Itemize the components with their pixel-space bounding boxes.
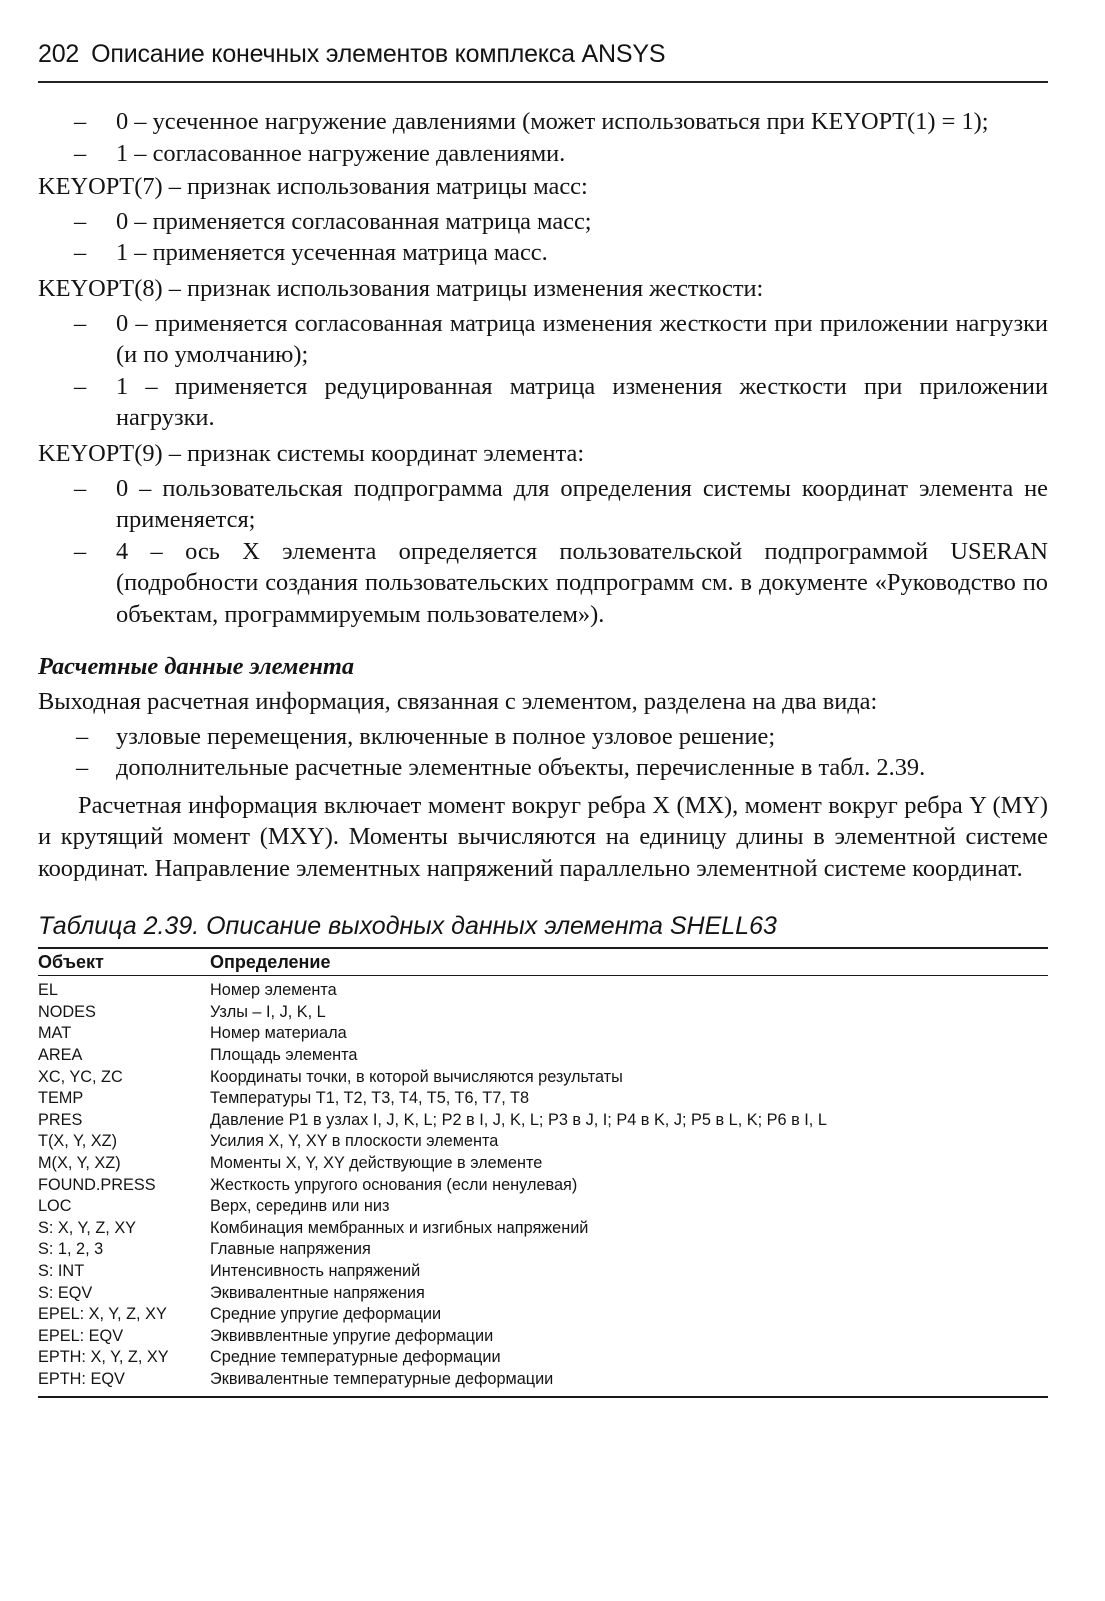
definition-cell: Узлы – I, J, K, L — [210, 1002, 326, 1021]
object-cell: EPEL: X, Y, Z, XY — [38, 1305, 167, 1324]
object-cell: FOUND.PRESS — [38, 1175, 156, 1194]
definition-cell: Эквивалентные напряжения — [210, 1283, 425, 1302]
definition-cell: Эквиввлентные упругие деформации — [210, 1326, 494, 1345]
output-intro: Выходная расчетная информация, связанная с элементом, разделена на два вида: — [38, 688, 878, 716]
table-bottom-rule — [38, 1396, 1048, 1398]
table-row — [38, 1153, 1048, 1175]
object-cell: EPEL: EQV — [38, 1326, 124, 1345]
output-data-table — [38, 947, 1048, 1391]
keyopt7-options — [38, 206, 1048, 269]
table-row — [38, 1326, 1048, 1348]
moments-paragraph: Расчетная информация включает момент вокруг ребра X (MX), момент вокруг ребра Y (MY) и крутящий момент (MXY). Моменты вычисляются на единицу длины в элементной системе координат. Направление элементных напряжений параллельно элементной системе координат. — [38, 791, 1048, 883]
table-caption: Таблица 2.39. Описание выходных данных элемента SHELL63 — [38, 911, 777, 940]
page-body — [38, 106, 1048, 1398]
keyopt9-options — [38, 473, 1048, 631]
object-cell: S: INT — [38, 1261, 85, 1280]
keyopt9-title: KEYOPT(9) – признак системы координат элемента: — [38, 439, 585, 467]
definition-cell: Интенсивность напряжений — [210, 1261, 421, 1280]
object-cell: T(X, Y, XZ) — [38, 1132, 118, 1151]
keyopt8-title: KEYOPT(8) – признак использования матрицы изменения жесткости: — [38, 274, 764, 302]
object-cell: EPTH: EQV — [38, 1369, 125, 1388]
output-kinds — [38, 721, 1048, 784]
table-row — [38, 1369, 1048, 1391]
list-item: – 0 – усеченное нагружение давлениями (может использоваться при KEYOPT(1) = 1); — [38, 106, 1048, 138]
list-item: – 1 – согласованное нагружение давлениями. — [38, 138, 1048, 170]
keyopt7-title: KEYOPT(7) – признак использования матрицы масс: — [38, 173, 588, 201]
definition-cell: Координаты точки, в которой вычисляются результаты — [210, 1067, 623, 1086]
table-row — [38, 1283, 1048, 1305]
definition-cell: Эквивалентные температурные деформации — [210, 1369, 554, 1388]
pressure-loading-options — [38, 106, 1048, 169]
table-row — [38, 1218, 1048, 1240]
object-cell: XC, YC, ZC — [38, 1067, 123, 1086]
object-cell: S: 1, 2, 3 — [38, 1240, 104, 1259]
definition-cell: Комбинация мембранных и изгибных напряжений — [210, 1218, 589, 1237]
list-item: – 4 – ось X элемента определяется пользовательской подпрограммой USERAN (подробности создания пользовательских подпрограмм см. в документе «Руководство по объектам, программируемым пользователем»). — [38, 536, 1048, 631]
column-header-definition: Определение — [210, 951, 331, 972]
running-header — [38, 38, 1048, 70]
table-row — [38, 1023, 1048, 1045]
running-title: Описание конечных элементов комплекса ANSYS — [91, 40, 666, 68]
table-row — [38, 1304, 1048, 1326]
object-cell: NODES — [38, 1002, 96, 1021]
object-cell: S: X, Y, Z, XY — [38, 1218, 137, 1237]
table-row — [38, 1002, 1048, 1024]
object-cell: S: EQV — [38, 1283, 93, 1302]
definition-cell: Температуры T1, T2, T3, T4, T5, T6, T7, T8 — [210, 1089, 530, 1108]
definition-cell: Усилия X, Y, XY в плоскости элемента — [210, 1132, 499, 1151]
table-row — [38, 1110, 1048, 1132]
table-row — [38, 1088, 1048, 1110]
table-row — [38, 1067, 1048, 1089]
list-item: – 1 – применяется усеченная матрица масс. — [38, 237, 1048, 269]
object-cell: LOC — [38, 1197, 72, 1216]
table-row — [38, 1045, 1048, 1067]
table-row — [38, 1239, 1048, 1261]
list-item: – 0 – пользовательская подпрограмма для определения системы координат элемента не применяется; — [38, 473, 1048, 536]
object-cell: M(X, Y, XZ) — [38, 1154, 121, 1172]
object-cell: TEMP — [38, 1089, 84, 1108]
definition-cell: Главные напряжения — [210, 1240, 371, 1259]
list-item: – 0 – применяется согласованная матрица масс; — [38, 206, 1048, 238]
table-row — [38, 1131, 1048, 1153]
table-row — [38, 976, 1048, 1002]
table-body — [38, 976, 1048, 1391]
object-cell: EPTH: X, Y, Z, XY — [38, 1348, 169, 1367]
list-item: – 0 – применяется согласованная матрица изменения жесткости при приложении нагрузки (и по умолчанию); — [38, 308, 1048, 371]
definition-cell: Давление P1 в узлах I, J, K, L; P2 в I, J, K, L; P3 в J, I; P4 в K, J; P5 в L, K; P6 в I, L — [210, 1110, 827, 1129]
definition-cell: Средние упругие деформации — [210, 1305, 442, 1324]
list-item: – 1 – применяется редуцированная матрица изменения жесткости при приложении нагрузки. — [38, 371, 1048, 434]
definition-cell: Моменты X, Y, XY действующие в элементе — [210, 1154, 543, 1172]
object-cell: AREA — [38, 1046, 83, 1065]
object-cell: EL — [38, 981, 58, 1000]
table-header-row — [38, 948, 1048, 976]
section-heading: Расчетные данные элемента — [38, 652, 355, 680]
table-row — [38, 1261, 1048, 1283]
page-number: 202 — [38, 40, 80, 68]
header-rule — [38, 81, 1048, 83]
table-row — [38, 1196, 1048, 1218]
keyopt8-options — [38, 308, 1048, 434]
definition-cell: Площадь элемента — [210, 1046, 358, 1065]
list-item: – дополнительные расчетные элементные объекты, перечисленные в табл. 2.39. — [38, 752, 1048, 784]
column-header-object: Объект — [38, 951, 104, 972]
table-row — [38, 1175, 1048, 1197]
list-item: – узловые перемещения, включенные в полное узловое решение; — [38, 721, 1048, 753]
definition-cell: Номер элемента — [210, 981, 337, 1000]
table-row — [38, 1347, 1048, 1369]
object-cell: PRES — [38, 1110, 83, 1129]
definition-cell: Жесткость упругого основания (если ненулевая) — [210, 1175, 578, 1194]
definition-cell: Средние температурные деформации — [210, 1348, 501, 1367]
object-cell: MAT — [38, 1024, 72, 1043]
definition-cell: Верх, серединв или низ — [210, 1197, 390, 1216]
definition-cell: Номер материала — [210, 1024, 347, 1043]
